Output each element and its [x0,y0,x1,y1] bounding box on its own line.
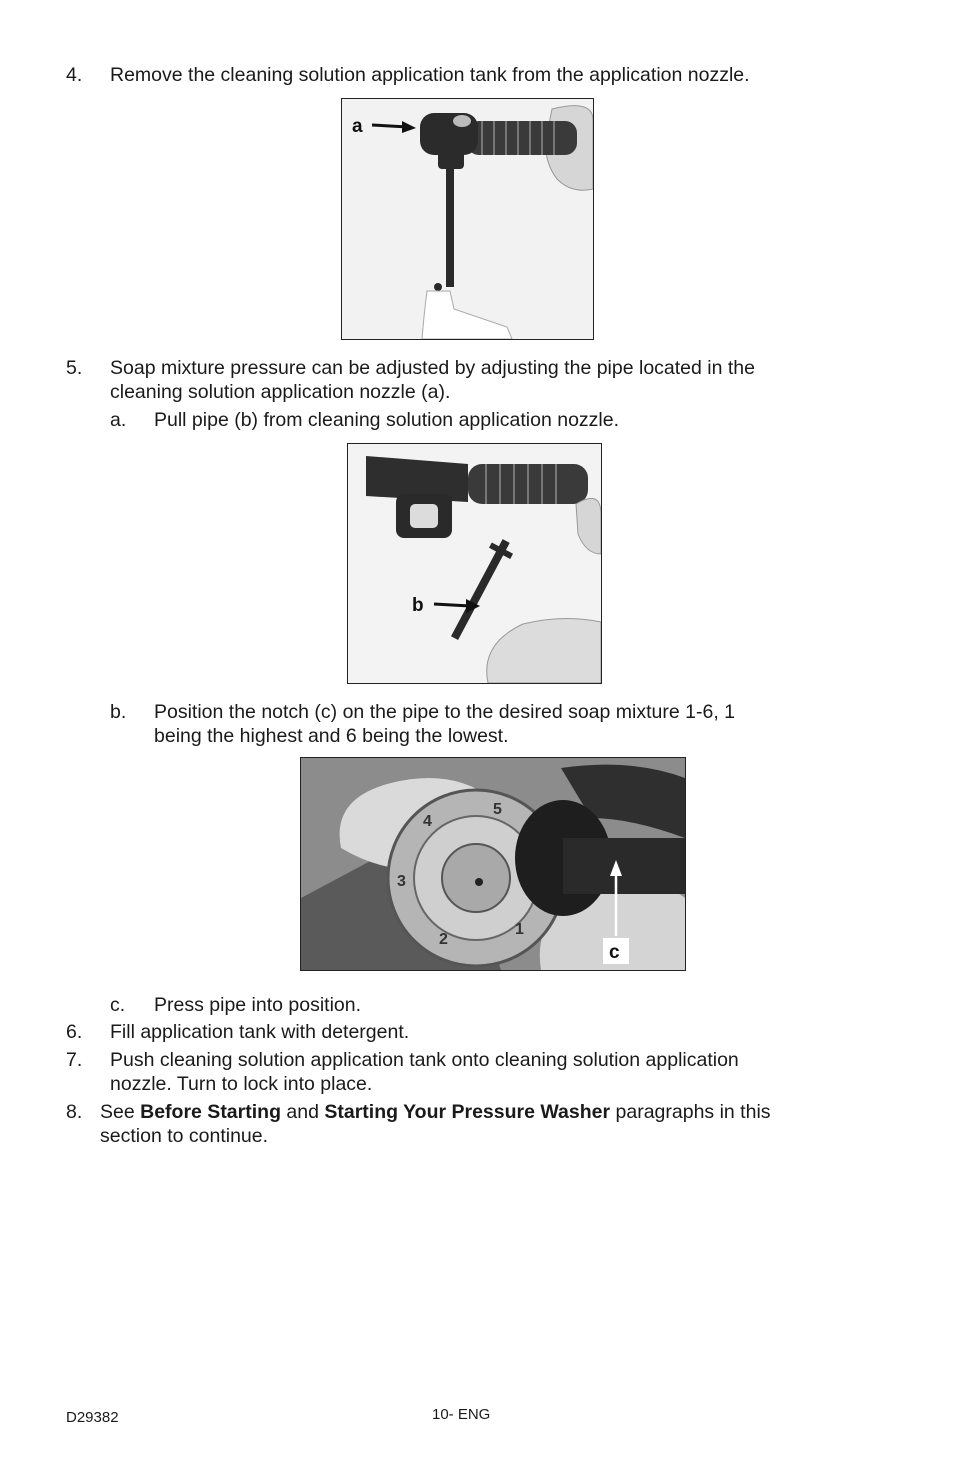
step-6-number: 6. [66,1021,83,1043]
step-8-post: paragraphs in this [610,1101,771,1123]
step-5a-text: Pull pipe (b) from cleaning solution application nozzle. [154,409,620,431]
dial-number-2: 2 [439,931,448,948]
dial-number-1: 1 [515,921,524,938]
step-5a-letter: a. [110,409,127,431]
figure-pull-pipe [347,443,602,684]
footer-doc-id: D29382 [66,1409,119,1426]
figure-notch-dial-drawing [301,758,685,970]
step-4-number: 4. [66,64,83,86]
step-8-mid: and [280,1101,325,1123]
step-5-text-line1: Soap mixture pressure can be adjusted by adjusting the pipe located in the [110,357,755,379]
dial-number-5: 5 [493,801,502,818]
step-5-number: 5. [66,357,83,379]
figure-nozzle-tank-drawing [342,99,593,339]
step-8-pre: See [100,1101,141,1123]
footer-page-number: 10- ENG [432,1406,491,1423]
step-8-text-line2: section to continue. [100,1125,269,1147]
step-8-bold-before-starting: Before Starting [140,1101,281,1123]
step-5c-text: Press pipe into position. [154,994,362,1016]
step-8-number: 8. [66,1101,83,1123]
step-5c-letter: c. [110,994,126,1016]
figure-pull-pipe-drawing [348,444,601,683]
step-4-text: Remove the cleaning solution application tank from the application nozzle. [110,64,750,86]
figure-label-c: c [609,942,620,963]
figure-notch-dial [300,757,686,971]
dial-number-4: 4 [423,813,432,830]
step-5b-letter: b. [110,701,127,723]
step-7-text-line2: nozzle. Turn to lock into place. [110,1073,373,1095]
step-5b-text-line2: being the highest and 6 being the lowest. [154,725,509,747]
step-6-text: Fill application tank with detergent. [110,1021,410,1043]
figure-nozzle-tank [341,98,594,340]
step-8-bold-starting-washer: Starting Your Pressure Washer [324,1101,611,1123]
step-8-text-line1 [100,1100,771,1124]
figure-label-b: b [412,595,424,616]
figure-label-a: a [352,116,363,137]
step-5-text-line2: cleaning solution application nozzle (a). [110,381,451,403]
step-7-number: 7. [66,1049,83,1071]
step-7-text-line1: Push cleaning solution application tank onto cleaning solution application [110,1049,739,1071]
step-5b-text-line1: Position the notch (c) on the pipe to the desired soap mixture 1-6, 1 [154,701,736,723]
dial-number-3: 3 [397,873,406,890]
